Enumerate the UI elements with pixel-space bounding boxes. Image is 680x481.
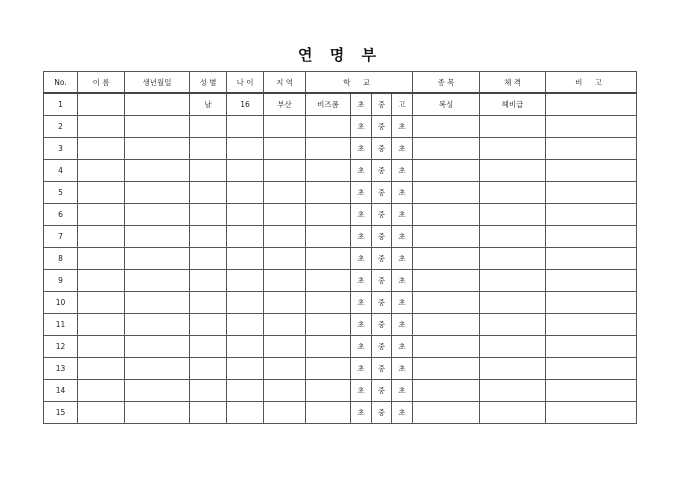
cell-age: [227, 292, 264, 314]
cell-age: [227, 116, 264, 138]
cell-gender: [190, 138, 227, 160]
cell-s1: 초: [351, 270, 372, 292]
cell-age: [227, 314, 264, 336]
table-header-row: [44, 72, 637, 94]
cell-event: [413, 226, 480, 248]
cell-s1: 초: [351, 358, 372, 380]
cell-s2: 중: [372, 336, 392, 358]
cell-s1: 초: [351, 160, 372, 182]
cell-s1: 초: [351, 380, 372, 402]
cell-no: 15: [44, 402, 78, 424]
header-birth: 생년월일: [125, 72, 190, 94]
cell-s2: 중: [372, 402, 392, 424]
cell-birth: [125, 160, 190, 182]
cell-school: [306, 358, 351, 380]
cell-school: [306, 160, 351, 182]
cell-note: [546, 182, 637, 204]
cell-event: [413, 248, 480, 270]
table-row: [44, 402, 637, 424]
cell-no: 1: [44, 93, 78, 116]
cell-birth: [125, 314, 190, 336]
cell-s2: 중: [372, 380, 392, 402]
cell-age: [227, 248, 264, 270]
cell-s2: 중: [372, 314, 392, 336]
cell-no: 8: [44, 248, 78, 270]
cell-no: 3: [44, 138, 78, 160]
cell-age: [227, 336, 264, 358]
header-note: 비 고: [546, 72, 637, 94]
cell-region: [264, 336, 306, 358]
cell-s2: 중: [372, 138, 392, 160]
cell-birth: [125, 204, 190, 226]
cell-s3: 초: [392, 380, 413, 402]
cell-school: [306, 138, 351, 160]
cell-gender: [190, 116, 227, 138]
cell-s2: 중: [372, 93, 392, 116]
cell-no: 5: [44, 182, 78, 204]
cell-gender: [190, 248, 227, 270]
cell-gender: [190, 314, 227, 336]
cell-s2: 중: [372, 292, 392, 314]
cell-s3: 초: [392, 358, 413, 380]
cell-school: [306, 116, 351, 138]
table-row: [44, 204, 637, 226]
header-name: 이 름: [78, 72, 125, 94]
cell-name: [78, 160, 125, 182]
cell-birth: [125, 182, 190, 204]
cell-region: [264, 292, 306, 314]
cell-gender: [190, 204, 227, 226]
cell-note: [546, 292, 637, 314]
cell-note: [546, 270, 637, 292]
cell-s1: 초: [351, 204, 372, 226]
cell-event: [413, 204, 480, 226]
cell-note: [546, 336, 637, 358]
cell-birth: [125, 358, 190, 380]
cell-event: [413, 292, 480, 314]
cell-school: [306, 248, 351, 270]
cell-s3: 고: [392, 93, 413, 116]
cell-age: [227, 270, 264, 292]
cell-region: [264, 402, 306, 424]
cell-s1: 초: [351, 314, 372, 336]
cell-name: [78, 270, 125, 292]
cell-weight: [480, 270, 546, 292]
cell-no: 9: [44, 270, 78, 292]
cell-no: 6: [44, 204, 78, 226]
cell-no: 7: [44, 226, 78, 248]
cell-s3: 초: [392, 138, 413, 160]
cell-s1: 초: [351, 138, 372, 160]
cell-gender: 남: [190, 93, 227, 116]
cell-s3: 초: [392, 226, 413, 248]
table-row: [44, 270, 637, 292]
cell-age: [227, 160, 264, 182]
cell-s2: 중: [372, 226, 392, 248]
table-row: [44, 292, 637, 314]
cell-weight: [480, 336, 546, 358]
cell-name: [78, 182, 125, 204]
cell-age: [227, 380, 264, 402]
cell-note: [546, 204, 637, 226]
cell-school: [306, 314, 351, 336]
cell-s1: 초: [351, 402, 372, 424]
table-row: [44, 226, 637, 248]
table-row: [44, 380, 637, 402]
cell-event: [413, 380, 480, 402]
cell-gender: [190, 160, 227, 182]
cell-region: [264, 248, 306, 270]
cell-s3: 초: [392, 116, 413, 138]
table-row: [44, 182, 637, 204]
cell-name: [78, 138, 125, 160]
cell-birth: [125, 270, 190, 292]
cell-age: [227, 402, 264, 424]
cell-weight: [480, 138, 546, 160]
header-school: 학 교: [306, 72, 413, 94]
cell-age: [227, 138, 264, 160]
cell-s1: 초: [351, 292, 372, 314]
cell-region: [264, 204, 306, 226]
cell-s1: 초: [351, 336, 372, 358]
cell-s2: 중: [372, 270, 392, 292]
cell-school: [306, 402, 351, 424]
cell-age: [227, 204, 264, 226]
cell-birth: [125, 226, 190, 248]
cell-birth: [125, 402, 190, 424]
cell-s3: 초: [392, 204, 413, 226]
cell-no: 14: [44, 380, 78, 402]
cell-name: [78, 380, 125, 402]
cell-gender: [190, 270, 227, 292]
cell-age: 16: [227, 93, 264, 116]
cell-age: [227, 358, 264, 380]
cell-no: 10: [44, 292, 78, 314]
cell-school: [306, 226, 351, 248]
header-event: 종 목: [413, 72, 480, 94]
cell-no: 12: [44, 336, 78, 358]
cell-s3: 초: [392, 248, 413, 270]
cell-region: [264, 358, 306, 380]
cell-weight: [480, 402, 546, 424]
cell-region: [264, 160, 306, 182]
cell-weight: [480, 292, 546, 314]
cell-birth: [125, 93, 190, 116]
cell-event: [413, 270, 480, 292]
cell-birth: [125, 138, 190, 160]
cell-note: [546, 248, 637, 270]
page-title: 연 명 부: [298, 46, 382, 64]
cell-note: [546, 116, 637, 138]
cell-school: 비즈폼: [306, 93, 351, 116]
cell-s3: 초: [392, 336, 413, 358]
cell-name: [78, 226, 125, 248]
cell-birth: [125, 336, 190, 358]
cell-region: [264, 314, 306, 336]
cell-birth: [125, 292, 190, 314]
cell-gender: [190, 380, 227, 402]
cell-weight: [480, 116, 546, 138]
cell-name: [78, 314, 125, 336]
cell-s1: 초: [351, 116, 372, 138]
table-row: [44, 93, 637, 116]
cell-name: [78, 116, 125, 138]
cell-event: [413, 138, 480, 160]
cell-weight: [480, 204, 546, 226]
cell-no: 2: [44, 116, 78, 138]
header-age: 나 이: [227, 72, 264, 94]
cell-school: [306, 182, 351, 204]
cell-school: [306, 336, 351, 358]
cell-s2: 중: [372, 116, 392, 138]
cell-s3: 초: [392, 314, 413, 336]
cell-school: [306, 292, 351, 314]
header-weight: 체 격: [480, 72, 546, 94]
cell-note: [546, 160, 637, 182]
cell-age: [227, 226, 264, 248]
cell-gender: [190, 182, 227, 204]
cell-school: [306, 204, 351, 226]
cell-region: [264, 138, 306, 160]
cell-weight: [480, 358, 546, 380]
cell-weight: [480, 380, 546, 402]
cell-name: [78, 248, 125, 270]
cell-gender: [190, 358, 227, 380]
cell-note: [546, 402, 637, 424]
table-row: [44, 138, 637, 160]
cell-no: 13: [44, 358, 78, 380]
table-row: [44, 160, 637, 182]
cell-weight: [480, 314, 546, 336]
header-gender: 성 별: [190, 72, 227, 94]
cell-note: [546, 358, 637, 380]
cell-birth: [125, 116, 190, 138]
cell-event: [413, 402, 480, 424]
table-row: [44, 358, 637, 380]
table-row: [44, 336, 637, 358]
cell-s3: 초: [392, 160, 413, 182]
cell-weight: [480, 160, 546, 182]
cell-s2: 중: [372, 204, 392, 226]
cell-gender: [190, 402, 227, 424]
cell-note: [546, 314, 637, 336]
cell-birth: [125, 248, 190, 270]
cell-event: [413, 116, 480, 138]
cell-age: [227, 182, 264, 204]
cell-event: [413, 182, 480, 204]
cell-region: [264, 182, 306, 204]
table-body: [44, 93, 637, 424]
cell-event: [413, 314, 480, 336]
cell-s2: 중: [372, 160, 392, 182]
cell-region: [264, 270, 306, 292]
cell-note: [546, 380, 637, 402]
cell-s2: 중: [372, 248, 392, 270]
cell-event: [413, 336, 480, 358]
cell-s1: 초: [351, 93, 372, 116]
cell-weight: 헤비급: [480, 93, 546, 116]
cell-note: [546, 226, 637, 248]
cell-s1: 초: [351, 226, 372, 248]
cell-event: [413, 358, 480, 380]
cell-s2: 중: [372, 358, 392, 380]
table-row: [44, 248, 637, 270]
roster-table: [43, 71, 637, 424]
cell-name: [78, 93, 125, 116]
header-no: No.: [44, 72, 78, 94]
cell-no: 11: [44, 314, 78, 336]
header-region: 지 역: [264, 72, 306, 94]
cell-note: [546, 93, 637, 116]
cell-s3: 초: [392, 292, 413, 314]
cell-name: [78, 402, 125, 424]
cell-gender: [190, 292, 227, 314]
cell-s3: 초: [392, 182, 413, 204]
cell-birth: [125, 380, 190, 402]
cell-name: [78, 336, 125, 358]
cell-event: 복싱: [413, 93, 480, 116]
cell-s1: 초: [351, 248, 372, 270]
cell-school: [306, 380, 351, 402]
cell-school: [306, 270, 351, 292]
cell-name: [78, 358, 125, 380]
cell-note: [546, 138, 637, 160]
table-row: [44, 314, 637, 336]
cell-name: [78, 292, 125, 314]
cell-region: [264, 226, 306, 248]
cell-region: [264, 116, 306, 138]
cell-s2: 중: [372, 182, 392, 204]
cell-no: 4: [44, 160, 78, 182]
table-row: [44, 116, 637, 138]
cell-gender: [190, 336, 227, 358]
cell-s3: 초: [392, 270, 413, 292]
cell-weight: [480, 248, 546, 270]
cell-event: [413, 160, 480, 182]
cell-weight: [480, 182, 546, 204]
cell-gender: [190, 226, 227, 248]
cell-weight: [480, 226, 546, 248]
cell-s3: 초: [392, 402, 413, 424]
cell-region: 부산: [264, 93, 306, 116]
cell-s1: 초: [351, 182, 372, 204]
cell-region: [264, 380, 306, 402]
cell-name: [78, 204, 125, 226]
